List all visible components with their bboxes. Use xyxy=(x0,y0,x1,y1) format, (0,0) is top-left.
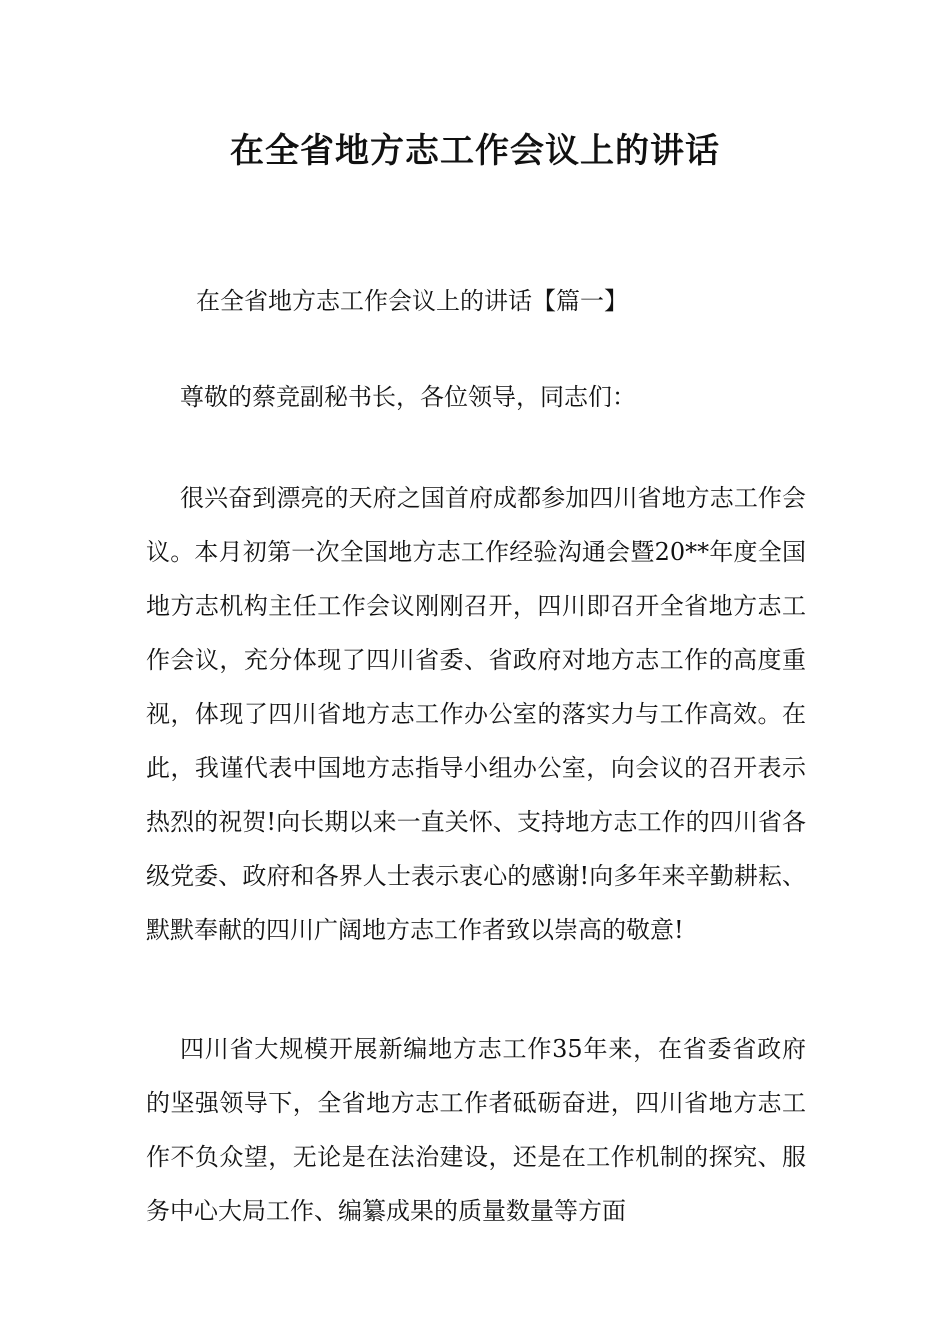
salutation: 尊敬的蔡竞副秘书长，各位领导，同志们： xyxy=(180,383,636,411)
document-title: 在全省地方志工作会议上的讲话 xyxy=(230,131,720,171)
paragraph-1: 很兴奋到漂亮的天府之国首府成都参加四川省地方志工作会议。本月初第一次全国地方志工作经验沟通会暨20**年度全国地方志机构主任工作会议刚刚召开，四川即召开全省地方志工作会议，充分体现了四川省委、省政府对地方志工作的高度重视，体现了四川省地方志工作办公室的落实力与工作高效。在此，我谨代表中国地方志指导小组办公室，向会议的召开表示热烈的祝贺!向长期以来一直关怀、支持地方志工作的四川省各级党委、政府和各界人士表示衷心的感谢!向多年来辛勤耕耘、默默奉献的四川广阔地方志工作者致以崇高的敬意! xyxy=(146,484,806,944)
section-subtitle: 在全省地方志工作会议上的讲话【篇一】 xyxy=(196,287,628,315)
paragraph-2: 四川省大规模开展新编地方志工作35年来，在省委省政府的坚强领导下，全省地方志工作者砥砺奋进，四川省地方志工作不负众望，无论是在法治建设，还是在工作机制的探究、服务中心大局工作、编纂成果的质量数量等方面 xyxy=(146,1035,806,1225)
